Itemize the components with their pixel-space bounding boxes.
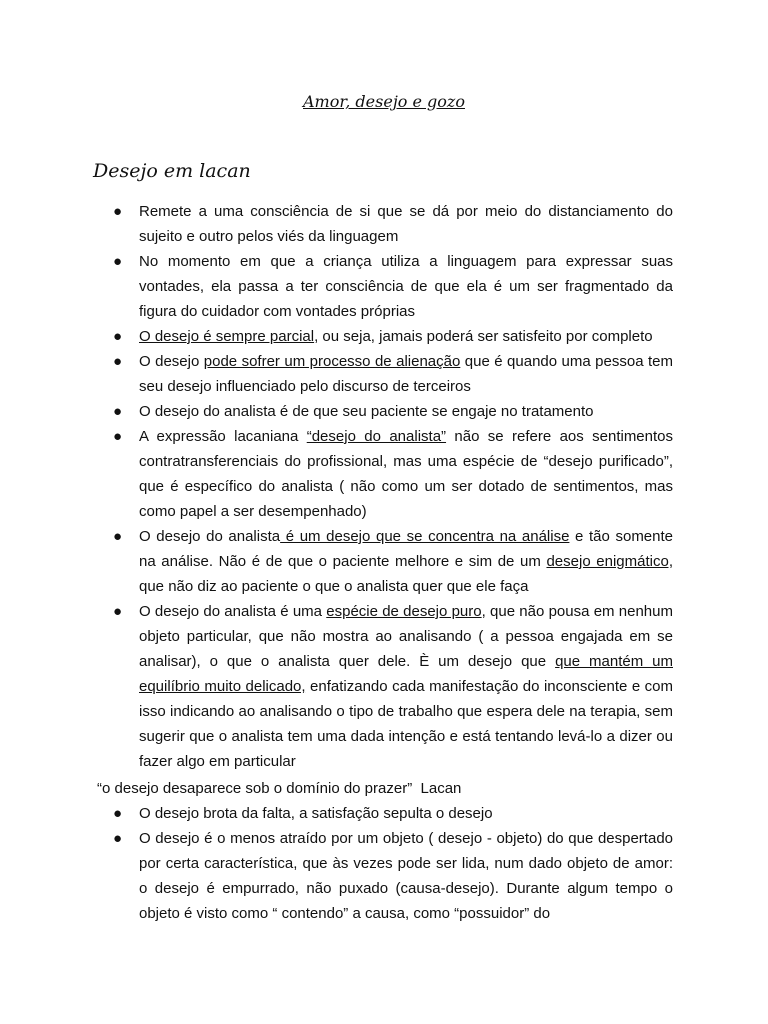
bullet-icon: ●: [113, 603, 123, 620]
text-run: que é quando uma pessoa tem seu desejo influenciado pelo discurso de terceiros: [139, 353, 673, 395]
section-heading: Desejo em lacan: [93, 160, 251, 182]
list-item: [0, 199, 768, 249]
underlined-text: pode sofrer um processo de alienação: [203, 353, 461, 370]
list-item: [0, 399, 768, 424]
bullet-icon: ●: [113, 428, 123, 445]
underlined-text: O desejo é sempre parcial: [139, 328, 315, 345]
bullet-icon: ●: [113, 253, 123, 270]
underlined-text: é um desejo que se concentra na análise: [280, 528, 570, 545]
list-item-text: [139, 599, 673, 774]
list-item-text: [139, 424, 673, 524]
list-item: [0, 801, 768, 826]
document-title: Amor, desejo e gozo: [303, 92, 465, 111]
bullet-icon: ●: [113, 328, 123, 345]
text-run: A expressão lacaniana: [139, 428, 307, 445]
bullet-icon: ●: [113, 528, 123, 545]
text-run: Remete a uma consciência de si que se dá por meio do distanciamento do sujeito e outro pelos viés da linguagem: [139, 203, 673, 245]
bullet-icon: ●: [113, 403, 123, 420]
text-run: enfatizando cada manifestação do inconsciente e com isso indicando ao analisando o tipo de trabalho que espera dele na terapia, sem sugerir que o analista tem uma dada intenção e está tentando levá-lo a dizer ou fazer algo em particular: [139, 678, 673, 770]
text-run: O desejo brota da falta, a satisfação sepulta o desejo: [139, 805, 493, 822]
underlined-text: desejo enigmático,: [546, 553, 673, 570]
underlined-text: espécie de desejo puro: [326, 603, 482, 620]
bullet-icon: ●: [113, 353, 123, 370]
text-run: O desejo do analista é uma: [139, 603, 327, 620]
list-item-text: [139, 826, 673, 926]
bullet-icon: ●: [113, 203, 123, 220]
list-item: [0, 599, 768, 774]
text-run: No momento em que a criança utiliza a linguagem para expressar suas vontades, ela passa a ter consciência de que ela é um ser fragmentado da figura do cuidador com vontades próprias: [139, 253, 673, 320]
text-run: O desejo é o menos atraído por um objeto ( desejo - objeto) do que despertado por certa característica, que às vezes pode ser lida, num dado objeto de amor: o desejo é empurrado, não puxado (causa-desejo). Durante algum tempo o objeto é visto como “ contendo” a causa, como “possuidor” do: [139, 830, 673, 922]
underlined-text: “desejo do analista”: [306, 428, 447, 445]
list-item: [0, 249, 768, 324]
list-item-text: [139, 199, 673, 249]
list-item: [0, 424, 768, 524]
list-item: [0, 349, 768, 399]
list-item-text: [139, 801, 673, 826]
list-item-text: [139, 249, 673, 324]
lacan-quote: “o desejo desaparece sob o domínio do prazer” Lacan: [97, 780, 462, 797]
list-item-text: [139, 399, 673, 424]
text-run: O desejo: [139, 353, 204, 370]
text-run: , que não pousa em nenhum objeto particular, que não mostra ao analisando ( a pessoa engajada em se analisar), o que o analista quer dele. È um desejo que: [139, 603, 673, 670]
bullet-list-falta: [0, 801, 768, 926]
list-item: [0, 324, 768, 349]
text-run: não se refere aos sentimentos contratransferenciais do profissional, mas uma espécie de “desejo purificado”, que é específico do analista ( não como um ser dotado de sentimentos, mas como papel a ser desempenhado): [139, 428, 674, 520]
text-run: O desejo do analista: [139, 528, 281, 545]
list-item-text: [139, 524, 673, 599]
text-run: que não diz ao paciente o que o analista quer que ele faça: [139, 578, 529, 595]
list-item-text: [139, 324, 673, 349]
underlined-text: que mantém um equilíbrio muito delicado,: [139, 653, 673, 695]
list-item: [0, 524, 768, 599]
bullet-icon: ●: [113, 805, 123, 822]
bullet-icon: ●: [113, 830, 123, 847]
list-item: [0, 826, 768, 926]
list-item-text: [139, 349, 673, 399]
text-run: e tão somente na análise. Não é de que o paciente melhore e sim de um: [139, 528, 674, 570]
bullet-list-desejo: [0, 199, 768, 774]
text-run: O desejo do analista é de que seu paciente se engaje no tratamento: [139, 403, 594, 420]
text-run: , ou seja, jamais poderá ser satisfeito por completo: [314, 328, 653, 345]
